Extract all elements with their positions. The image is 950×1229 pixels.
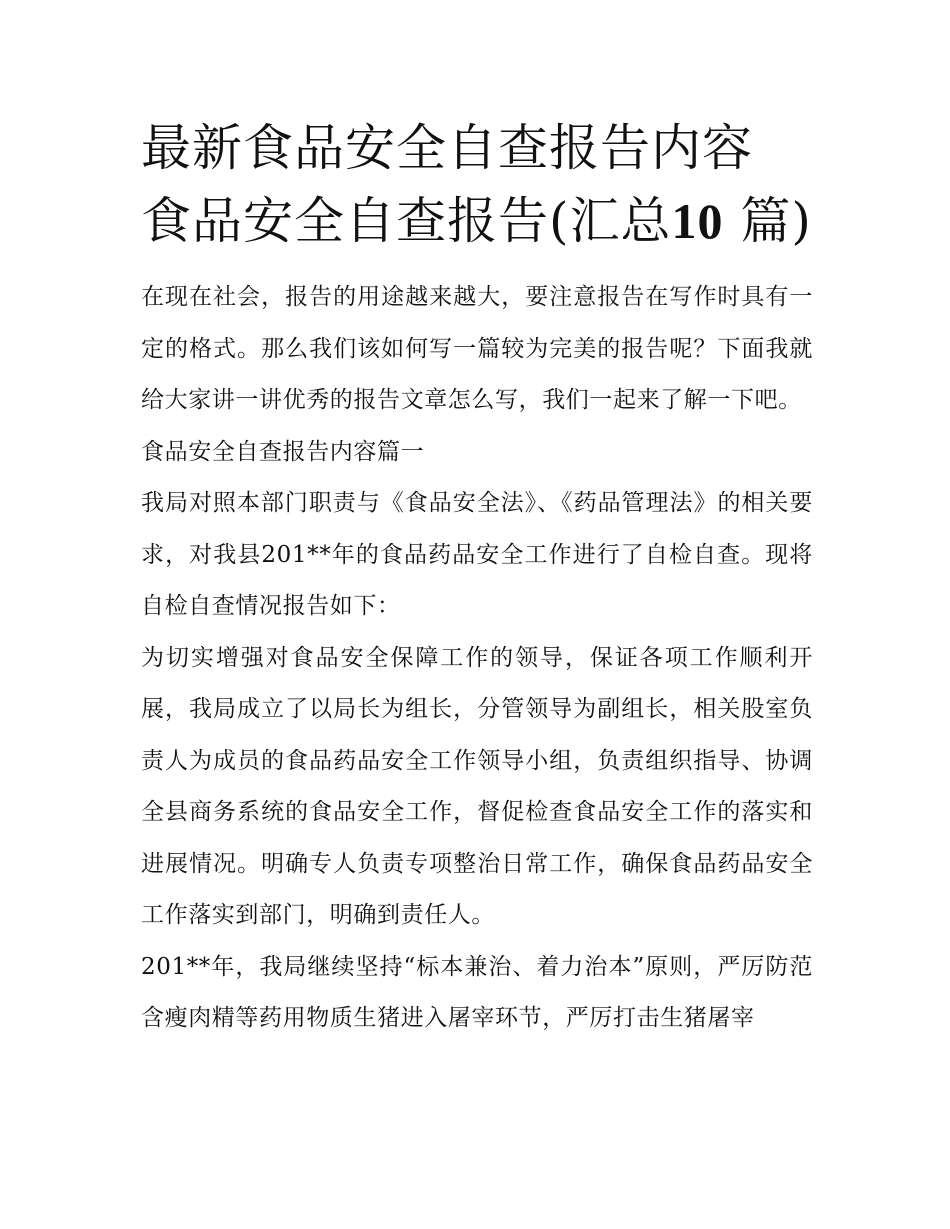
document-body [141, 272, 813, 1045]
section-heading: 食品安全自查报告内容篇一 [141, 438, 425, 465]
title-number: 10 [671, 193, 724, 249]
document-title [141, 112, 813, 258]
document-page [141, 112, 813, 1045]
body-paragraph-2: 为切实增强对食品安全保障工作的领导，保证各项工作顺利开展，我局成立了以局长为组长，分管领导为副组长，相关股室负责人为成员的食品药品安全工作领导小组，负责组织指导、协调全县商务系统的食品安全工作，督促检查食品安全工作的落实和进展情况。明确专人负责专项整治日常工作，确保食品药品安全工作落实到部门，明确到责任人。 [141, 644, 813, 928]
title-suffix: 篇) [740, 192, 812, 250]
body-paragraph-1: 我局对照本部门职责与《食品安全法》、《药品管理法》的相关要求，对我县201**年的食品药品安全工作进行了自检自查。现将自检自查情况报告如下： [141, 490, 813, 619]
intro-paragraph: 在现在社会，报告的用途越来越大，要注意报告在写作时具有一定的格式。那么我们该如何写一篇较为完美的报告呢？下面我就给大家讲一讲优秀的报告文章怎么写，我们一起来了解一下吧。 [141, 284, 813, 413]
title-text: 最新食品安全自查报告内容 食品安全自查报告(汇总 [141, 119, 753, 250]
body-paragraph-3: 201**年，我局继续坚持“标本兼治、着力治本”原则，严厉防范含瘦肉精等药用物质生猪进入屠宰环节，严厉打击生猪屠宰 [141, 953, 813, 1031]
